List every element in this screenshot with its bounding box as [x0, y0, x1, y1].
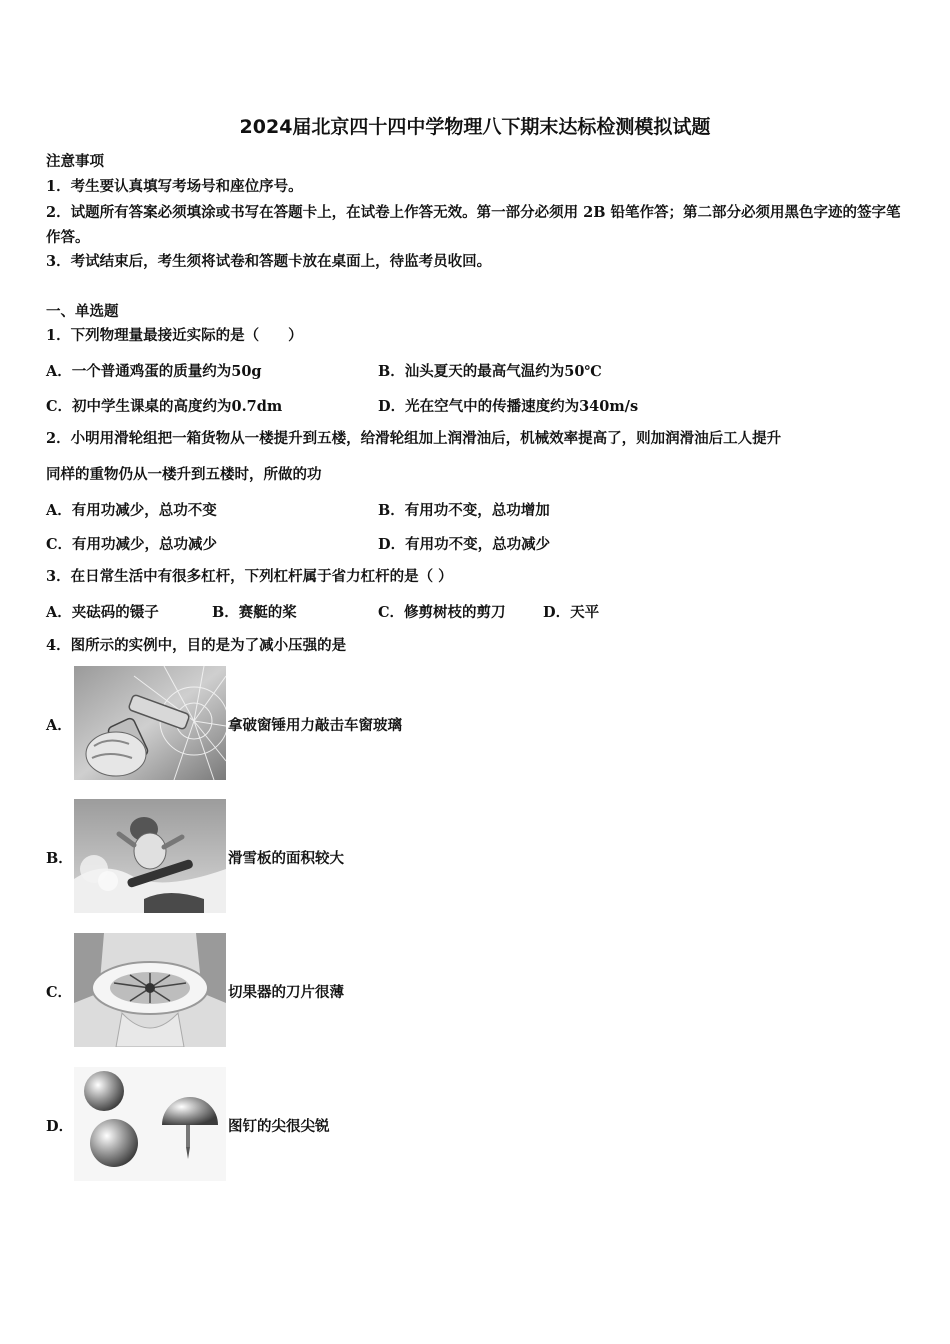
q2-option-b: B．有用功不变，总功增加 [378, 502, 550, 519]
q3-option-a: A．夹砝码的镊子 [46, 604, 159, 621]
notice-heading: 注意事项 [46, 153, 104, 170]
q2-option-d: D．有用功不变，总功减少 [378, 536, 551, 553]
q4-option-c-text: 切果器的刀片很薄 [228, 984, 344, 1001]
q4-option-c-label: C． [46, 984, 73, 1001]
q2-option-c: C．有用功减少，总功减少 [46, 536, 218, 553]
q4-option-d-text: 图钉的尖很尖锐 [228, 1118, 330, 1135]
q1-option-c: C．初中学生课桌的高度约为0.7dm [46, 398, 283, 415]
q4-option-d [46, 1067, 406, 1183]
q4-option-b-text: 滑雪板的面积较大 [228, 850, 344, 867]
q4-option-c [46, 933, 406, 1049]
q2-stem-line2: 同样的重物仍从一楼升到五楼时，所做的功 [46, 466, 322, 483]
thumbtack-photo [74, 1067, 226, 1181]
q1-option-b: B．汕头夏天的最高气温约为50℃ [378, 363, 602, 380]
q3-option-c: C．修剪树枝的剪刀 [378, 604, 506, 621]
notice-item-1: 1．考生要认真填写考场号和座位序号。 [46, 178, 303, 195]
q4-option-b-label: B． [46, 850, 73, 867]
q2-option-a: A．有用功减少，总功不变 [46, 502, 217, 519]
q3-option-d: D．天平 [543, 604, 600, 621]
q4-option-a-label: A． [46, 717, 72, 734]
q4-option-d-label: D． [46, 1118, 74, 1135]
q1-option-a: A．一个普通鸡蛋的质量约为50g [46, 363, 262, 380]
section-heading: 一、单选题 [46, 303, 119, 320]
fruit-slicer-photo [74, 933, 226, 1047]
glass-hammer-photo [74, 666, 226, 780]
q1-stem: 1．下列物理量最接近实际的是（ ） [46, 327, 303, 344]
q3-option-b: B．赛艇的桨 [212, 604, 297, 621]
q3-stem: 3．在日常生活中有很多杠杆，下列杠杆属于省力杠杆的是（ ） [46, 568, 453, 585]
q4-stem: 4．图所示的实例中，目的是为了减小压强的是 [46, 637, 347, 654]
notice-item-3: 3．考试结束后，考生须将试卷和答题卡放在桌面上，待监考员收回。 [46, 253, 492, 270]
q1-option-d: D．光在空气中的传播速度约为340m/s [378, 398, 639, 415]
notice-item-2: 2．试题所有答案必须填涂或书写在答题卡上，在试卷上作答无效。第一部分必须用 2B 铅笔作答；第二部分必须用黑色字迹的签字笔作答。 [46, 204, 901, 246]
q2-stem-line1: 2．小明用滑轮组把一箱货物从一楼提升到五楼，给滑轮组加上润滑油后，机械效率提高了，则加润滑油后工人提升 [46, 430, 782, 447]
snowboard-photo [74, 799, 226, 913]
page-title: 2024届北京四十四中学物理八下期末达标检测模拟试题 [239, 116, 711, 138]
q4-option-b [46, 799, 406, 915]
q4-option-a [46, 666, 406, 782]
q4-option-a-text: 拿破窗锤用力敲击车窗玻璃 [228, 717, 402, 734]
